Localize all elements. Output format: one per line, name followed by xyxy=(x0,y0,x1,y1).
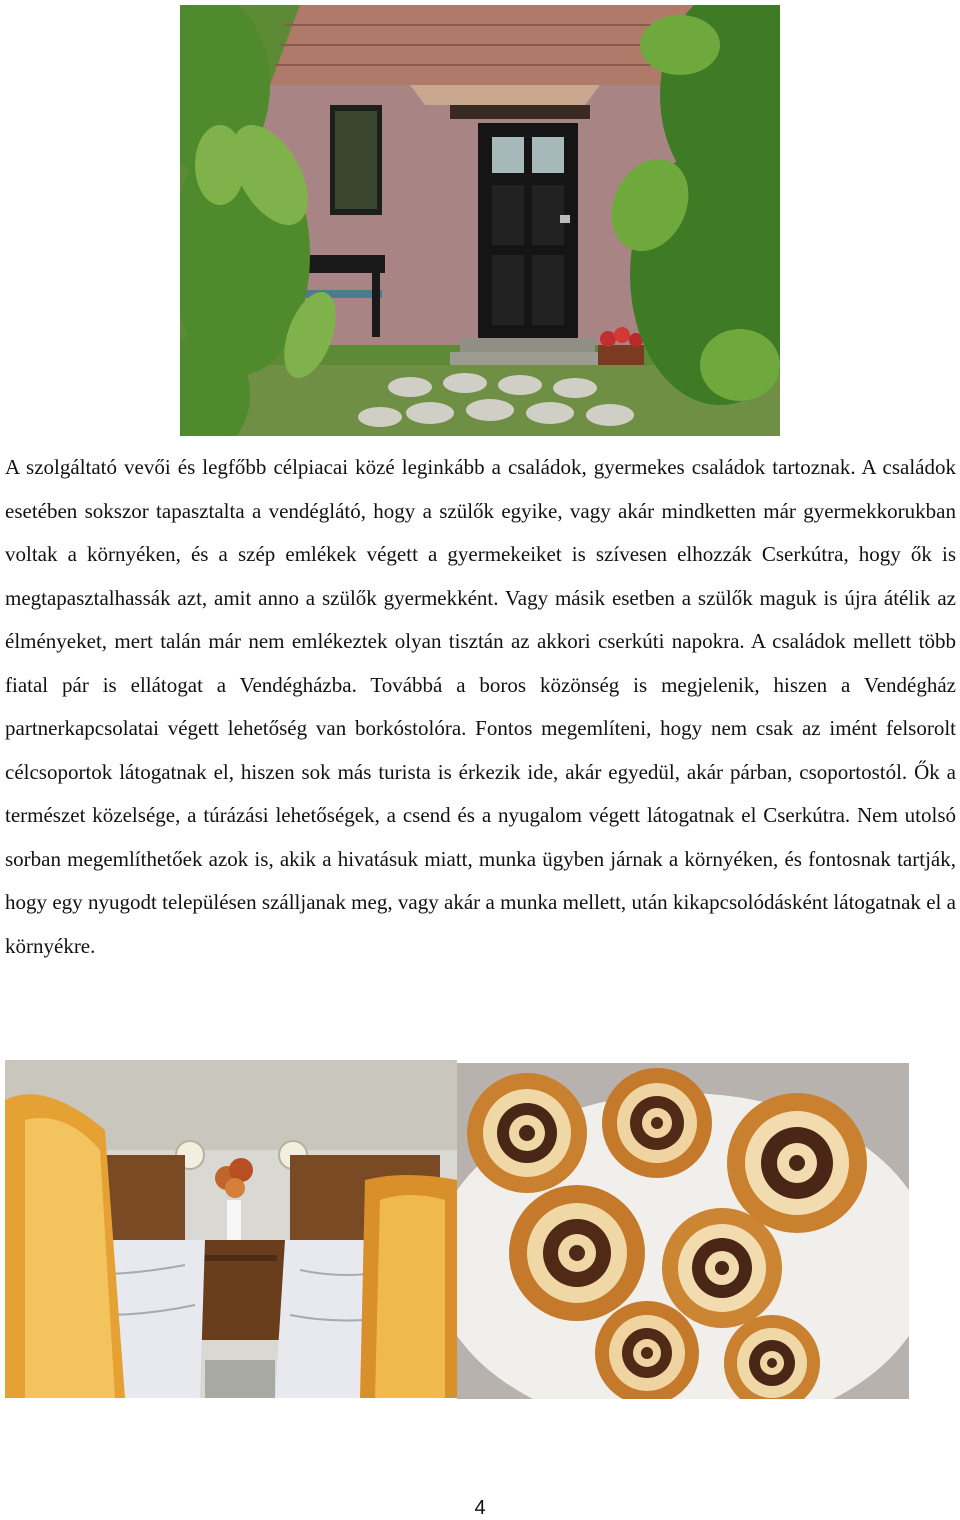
guesthouse-entrance-photo xyxy=(180,5,780,436)
bedroom-photo xyxy=(5,1060,457,1398)
page-number: 4 xyxy=(474,1497,486,1519)
walnut-roll-pastry-photo xyxy=(457,1063,909,1399)
body-paragraph: A szolgáltató vevői és legfőbb célpiacai közé leginkább a családok, gyermekes családok tartoznak. A családok esetében sokszor tapasztalta a vendéglátó, hogy a szülők egyike, vagy akár mindketten már gyermekkorukban voltak a környéken, és a szép emlékek végett a gyermekeiket is szívesen elhozzák Cserkútra, hogy ők is megtapasztalhassák azt, amit anno a szülők gyermekként. Vagy másik esetben a szülők maguk is újra átélik az élményeket, mert talán már nem emlékeztek olyan tisztán az akkori cserkúti napokra. A családok mellett több fiatal pár is ellátogat a Vendégházba. Továbbá a boros közönség is megjelenik, hiszen a Vendégház partnerkapcsolatai végett lehetőség van borkóstolóra. Fontos megemlíteni, hogy nem csak az imént felsorolt célcsoportok látogatnak el, hiszen sok más turista is érkezik ide, akár egyedül, akár párban, csoportostól. Ők a természet közelsége, a túrázási lehetőségek, a csend és a nyugalom végett látogatnak el Cserkútra. Nem utolsó sorban megemlíthetőek azok is, akik a hivatásuk miatt, munka ügyben járnak a környéken, és fontosnak tartják, hogy egy nyugodt településen szálljanak meg, vagy akár a munka mellett, után kikapcsolódásként látogatnak el a környékre. xyxy=(5,455,956,958)
